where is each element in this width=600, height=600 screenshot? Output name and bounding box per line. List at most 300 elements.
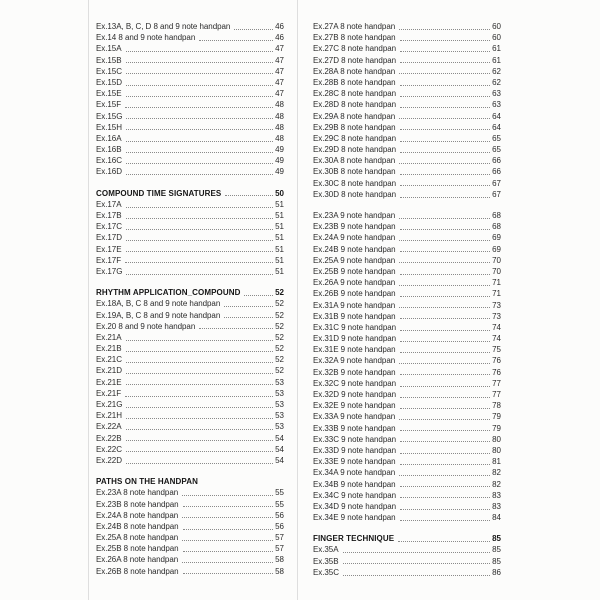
page-number: 56 <box>275 510 284 520</box>
leader-dots <box>400 333 490 342</box>
toc-entry <box>313 244 501 255</box>
toc-entry <box>96 133 284 144</box>
toc-entry <box>313 255 501 266</box>
toc-entry <box>96 298 284 309</box>
entry-label: Ex.15F <box>96 100 122 110</box>
page-number: 76 <box>492 367 501 377</box>
leader-dots <box>400 266 491 275</box>
page-number: 60 <box>492 22 501 31</box>
toc-entry <box>313 99 501 110</box>
toc-entry <box>313 32 501 43</box>
page-number: 47 <box>275 44 284 54</box>
page-number: 48 <box>275 122 284 132</box>
toc-entry <box>96 566 284 577</box>
leader-dots <box>400 479 491 488</box>
page-number: 52 <box>275 321 284 331</box>
toc-entry <box>96 232 284 243</box>
entry-label: Ex.23A 9 note handpan <box>313 211 396 220</box>
page-number: 62 <box>492 66 501 76</box>
entry-label: Ex.26B 8 note handpan <box>96 566 179 576</box>
page-number: 63 <box>492 89 501 99</box>
page-number: 52 <box>275 366 284 376</box>
entry-label: Ex.31C 9 note handpan <box>313 322 397 332</box>
entry-label: Ex.24B 8 note handpan <box>96 521 179 531</box>
leader-dots <box>126 410 273 419</box>
entry-label: Ex.21B <box>96 344 122 354</box>
leader-dots <box>126 43 274 52</box>
leader-dots <box>126 244 274 253</box>
leader-dots <box>183 543 274 552</box>
leader-dots <box>126 444 273 453</box>
leader-dots <box>126 88 274 97</box>
leader-dots <box>400 490 490 499</box>
page-number: 77 <box>492 378 501 388</box>
column-rule-left <box>88 0 89 600</box>
leader-dots <box>400 501 490 510</box>
toc-entry <box>96 343 284 354</box>
leader-dots <box>398 533 490 542</box>
leader-dots <box>399 21 490 30</box>
entry-label: Ex.19A, B, C 8 and 9 note handpan <box>96 310 221 320</box>
entry-label: Ex.27D 8 note handpan <box>313 55 397 65</box>
entry-label: Ex.26A 9 note handpan <box>313 278 396 288</box>
entry-label: Ex.17A <box>96 199 122 209</box>
leader-dots <box>400 400 491 409</box>
entry-label: Ex.27B 8 note handpan <box>313 33 396 43</box>
entry-label: Ex.17D <box>96 233 122 243</box>
leader-dots <box>244 287 273 296</box>
toc-entry <box>313 311 501 322</box>
toc-entry <box>96 21 284 32</box>
leader-dots <box>126 77 273 86</box>
entry-label: Ex.33A 9 note handpan <box>313 412 396 422</box>
leader-dots <box>199 32 273 41</box>
toc-entry <box>96 43 284 54</box>
page-number: 67 <box>492 178 501 188</box>
leader-dots <box>126 421 274 430</box>
page-number: 51 <box>275 266 284 276</box>
leader-dots <box>183 499 274 508</box>
entry-label: Ex.32D 9 note handpan <box>313 390 397 399</box>
toc-entry <box>313 88 501 99</box>
entry-label: Ex.31B 9 note handpan <box>313 311 396 321</box>
page-number: 48 <box>275 100 284 110</box>
toc-entry <box>96 310 284 321</box>
toc-entry <box>96 155 284 166</box>
entry-label: Ex.30C 8 note handpan <box>313 178 397 188</box>
page-number: 56 <box>275 521 284 531</box>
page-number: 86 <box>492 567 501 577</box>
page-number: 71 <box>492 289 501 299</box>
leader-dots <box>399 66 490 75</box>
leader-dots <box>400 88 490 97</box>
leader-dots <box>343 556 491 565</box>
entry-label: Ex.18A, B, C 8 and 9 note handpan <box>96 299 221 309</box>
page-number: 66 <box>492 167 501 177</box>
entry-label: Ex.30D 8 note handpan <box>313 189 397 199</box>
entry-label: Ex.24A 9 note handpan <box>313 233 396 243</box>
toc-entry <box>313 155 501 166</box>
toc-entry <box>96 510 284 521</box>
toc-entry <box>313 66 501 77</box>
leader-dots <box>126 343 274 352</box>
page-number: 53 <box>275 377 284 387</box>
entry-label: Ex.15H <box>96 122 122 132</box>
section-title: FINGER TECHNIQUE <box>313 534 395 544</box>
leader-dots <box>400 311 491 320</box>
page-number: 83 <box>492 501 501 511</box>
toc-entry <box>313 411 501 422</box>
page-number: 68 <box>492 222 501 232</box>
leader-dots <box>400 378 490 387</box>
page-number: 70 <box>492 266 501 276</box>
page-number: 46 <box>275 33 284 43</box>
entry-label: Ex.21C <box>96 355 122 365</box>
section-title: PATHS ON THE HANDPAN <box>96 477 198 487</box>
toc-entry <box>96 532 284 543</box>
leader-dots <box>400 322 490 331</box>
page-number: 49 <box>275 145 284 155</box>
entry-label: Ex.15C <box>96 66 122 76</box>
entry-label: Ex.16B <box>96 145 122 155</box>
toc-entry <box>313 122 501 133</box>
page-number: 77 <box>492 390 501 399</box>
page-number: 47 <box>275 55 284 65</box>
toc-section <box>313 210 501 523</box>
entry-label: Ex.32E 9 note handpan <box>313 401 396 411</box>
page-number: 57 <box>275 533 284 543</box>
entry-label: Ex.27A 8 note handpan <box>313 22 396 31</box>
entry-label: Ex.24B 9 note handpan <box>313 244 396 254</box>
leader-dots <box>400 43 490 52</box>
toc-entry <box>96 255 284 266</box>
leader-dots <box>126 365 273 374</box>
page-number: 52 <box>275 310 284 320</box>
page-number: 53 <box>275 388 284 398</box>
leader-dots <box>400 166 491 175</box>
leader-dots <box>400 288 491 297</box>
toc-section <box>96 21 284 178</box>
toc-entry <box>96 365 284 376</box>
toc-entry <box>313 322 501 333</box>
toc-entry <box>96 554 284 565</box>
page-number: 53 <box>275 400 284 409</box>
toc-entry <box>313 378 501 389</box>
entry-label: Ex.22A <box>96 422 122 432</box>
leader-dots <box>400 344 491 353</box>
toc-entry <box>96 433 284 444</box>
page-number: 60 <box>492 33 501 43</box>
leader-dots <box>399 155 490 164</box>
page-number: 65 <box>492 133 501 143</box>
page-number: 51 <box>275 244 284 254</box>
toc-entry <box>313 21 501 32</box>
leader-dots <box>399 111 490 120</box>
leader-dots <box>400 244 491 253</box>
leader-dots <box>183 566 274 575</box>
page-number: 69 <box>492 233 501 243</box>
toc-entry <box>313 544 501 555</box>
leader-dots <box>224 298 273 307</box>
entry-label: Ex.26A 8 note handpan <box>96 555 179 565</box>
page-number: 64 <box>492 122 501 132</box>
toc-entry <box>313 512 501 523</box>
entry-label: Ex.35B <box>313 556 339 566</box>
toc-entry <box>313 490 501 501</box>
toc-entry <box>313 43 501 54</box>
leader-dots <box>399 300 490 309</box>
leader-dots <box>400 99 490 108</box>
toc-entry <box>96 199 284 210</box>
entry-label: Ex.32B 9 note handpan <box>313 367 396 377</box>
page-number: 71 <box>492 278 501 288</box>
leader-dots <box>400 445 490 454</box>
entry-label: Ex.20 8 and 9 note handpan <box>96 321 196 331</box>
leader-dots <box>126 221 273 230</box>
toc-entry <box>96 521 284 532</box>
leader-dots <box>400 189 490 198</box>
leader-dots <box>126 232 273 241</box>
toc-section-heading <box>96 476 284 487</box>
toc-entry <box>96 499 284 510</box>
entry-label: Ex.17B <box>96 211 122 220</box>
toc-entry <box>313 111 501 122</box>
page-number: 85 <box>492 556 501 566</box>
leader-dots <box>224 310 273 319</box>
leader-dots <box>399 355 490 364</box>
toc-entry <box>96 55 284 66</box>
page-number: 48 <box>275 111 284 121</box>
leader-dots <box>126 399 273 408</box>
page-number: 52 <box>275 288 284 298</box>
leader-dots <box>182 510 273 519</box>
toc-entry <box>313 467 501 478</box>
toc-entry <box>313 288 501 299</box>
page-number: 55 <box>275 499 284 509</box>
page-number: 85 <box>492 534 501 544</box>
leader-dots <box>225 188 273 197</box>
toc-entry <box>96 122 284 133</box>
toc-entry <box>313 567 501 578</box>
section-title: COMPOUND TIME SIGNATURES <box>96 188 222 198</box>
page-number: 61 <box>492 44 501 54</box>
toc-entry <box>313 501 501 512</box>
toc-entry <box>313 232 501 243</box>
toc-entry <box>313 456 501 467</box>
entry-label: Ex.22D <box>96 455 122 465</box>
toc-section <box>313 533 501 578</box>
entry-label: Ex.23B 8 note handpan <box>96 499 179 509</box>
leader-dots <box>126 111 273 120</box>
page-number: 57 <box>275 544 284 554</box>
toc-section <box>96 287 284 466</box>
leader-dots <box>126 433 274 442</box>
page-number: 69 <box>492 244 501 254</box>
toc-entry <box>96 354 284 365</box>
leader-dots <box>126 332 274 341</box>
entry-label: Ex.15D <box>96 77 122 87</box>
entry-label: Ex.21E <box>96 377 122 387</box>
leader-dots <box>400 178 490 187</box>
leader-dots <box>400 367 491 376</box>
entry-label: Ex.17F <box>96 255 122 265</box>
leader-dots <box>125 388 273 397</box>
leader-dots <box>400 456 491 465</box>
leader-dots <box>182 487 273 496</box>
leader-dots <box>126 210 274 219</box>
toc-entry <box>313 556 501 567</box>
entry-label: Ex.31E 9 note handpan <box>313 345 396 355</box>
page-number: 62 <box>492 77 501 87</box>
toc-entry <box>96 266 284 277</box>
page-number: 51 <box>275 255 284 265</box>
toc-section-heading <box>96 188 284 199</box>
toc-entry <box>96 455 284 466</box>
entry-label: Ex.32C 9 note handpan <box>313 378 397 388</box>
leader-dots <box>400 144 490 153</box>
leader-dots <box>126 122 273 131</box>
page-number: 68 <box>492 211 501 220</box>
leader-dots <box>126 455 273 464</box>
entry-label: Ex.21G <box>96 400 123 409</box>
page-number: 54 <box>275 455 284 465</box>
entry-label: Ex.16A <box>96 133 122 143</box>
entry-label: Ex.34A 9 note handpan <box>313 468 396 478</box>
toc-entry <box>96 32 284 43</box>
leader-dots <box>125 99 273 108</box>
page-number: 51 <box>275 233 284 243</box>
page-number: 73 <box>492 311 501 321</box>
leader-dots <box>399 255 490 264</box>
page-number: 82 <box>492 468 501 478</box>
leader-dots <box>343 544 491 553</box>
page-number: 80 <box>492 434 501 444</box>
toc-entry <box>96 388 284 399</box>
leader-dots <box>126 166 273 175</box>
entry-label: Ex.35A <box>313 545 339 555</box>
entry-label: Ex.21D <box>96 366 122 376</box>
page-number: 79 <box>492 423 501 433</box>
entry-label: Ex.25A 8 note handpan <box>96 533 179 543</box>
entry-label: Ex.26B 9 note handpan <box>313 289 396 299</box>
page-number: 51 <box>275 222 284 232</box>
leader-dots <box>400 77 491 86</box>
leader-dots <box>400 434 490 443</box>
page-number: 47 <box>275 77 284 87</box>
toc-entry <box>313 400 501 411</box>
toc-section-heading <box>313 533 501 544</box>
toc-entry <box>313 189 501 200</box>
entry-label: Ex.31D 9 note handpan <box>313 334 397 344</box>
entry-label: Ex.33C 9 note handpan <box>313 434 397 444</box>
page-number: 84 <box>492 513 501 523</box>
toc-entry <box>313 266 501 277</box>
page-number: 51 <box>275 211 284 220</box>
toc-entry <box>313 445 501 456</box>
entry-label: Ex.21F <box>96 388 122 398</box>
page-number: 49 <box>275 167 284 177</box>
entry-label: Ex.16D <box>96 167 122 177</box>
page-number: 47 <box>275 89 284 99</box>
toc-entry <box>96 244 284 255</box>
leader-dots <box>182 532 273 541</box>
entry-label: Ex.15G <box>96 111 123 121</box>
toc-column-right <box>313 21 501 578</box>
toc-section <box>96 476 284 577</box>
entry-label: Ex.13A, B, C, D 8 and 9 note handpan <box>96 22 231 31</box>
leader-dots <box>183 521 274 530</box>
entry-label: Ex.28A 8 note handpan <box>313 66 396 76</box>
entry-label: Ex.32A 9 note handpan <box>313 356 396 366</box>
leader-dots <box>126 55 274 64</box>
leader-dots <box>343 567 490 576</box>
page-number: 64 <box>492 111 501 121</box>
toc-entry <box>313 166 501 177</box>
page-number: 46 <box>275 22 284 31</box>
entry-label: Ex.33D 9 note handpan <box>313 445 397 455</box>
page-number: 54 <box>275 444 284 454</box>
toc-entry <box>96 332 284 343</box>
entry-label: Ex.17E <box>96 244 122 254</box>
toc-entry <box>313 178 501 189</box>
leader-dots <box>126 377 274 386</box>
page-number: 55 <box>275 488 284 498</box>
entry-label: Ex.15B <box>96 55 122 65</box>
leader-dots <box>125 255 273 264</box>
page-number: 70 <box>492 255 501 265</box>
entry-label: Ex.21A <box>96 332 122 342</box>
page-number: 50 <box>275 188 284 198</box>
page-number: 66 <box>492 156 501 166</box>
leader-dots <box>400 512 491 521</box>
toc-entry <box>96 99 284 110</box>
leader-dots <box>400 133 490 142</box>
leader-dots <box>182 554 273 563</box>
entry-label: Ex.29D 8 note handpan <box>313 145 397 155</box>
toc-entry <box>313 210 501 221</box>
leader-dots <box>399 277 490 286</box>
page-number: 49 <box>275 156 284 166</box>
section-title: RHYTHM APPLICATION_COMPOUND <box>96 288 241 298</box>
toc-entry <box>313 355 501 366</box>
page-number: 53 <box>275 411 284 421</box>
page-number: 52 <box>275 332 284 342</box>
page-number: 48 <box>275 133 284 143</box>
entry-label: Ex.28C 8 note handpan <box>313 89 397 99</box>
page-number: 61 <box>492 55 501 65</box>
leader-dots <box>126 66 273 75</box>
toc-entry <box>96 166 284 177</box>
toc-entry <box>96 144 284 155</box>
page-number: 52 <box>275 299 284 309</box>
page-number: 52 <box>275 355 284 365</box>
toc-entry <box>96 487 284 498</box>
toc-entry <box>313 479 501 490</box>
toc-entry <box>313 367 501 378</box>
entry-label: Ex.23A 8 note handpan <box>96 488 179 498</box>
entry-label: Ex.29B 8 note handpan <box>313 122 396 132</box>
leader-dots <box>400 389 490 398</box>
page-number: 74 <box>492 322 501 332</box>
toc-entry <box>96 77 284 88</box>
toc-entry <box>96 543 284 554</box>
leader-dots <box>126 266 273 275</box>
page-number: 53 <box>275 422 284 432</box>
entry-label: Ex.28B 8 note handpan <box>313 77 396 87</box>
toc-entry <box>96 221 284 232</box>
entry-label: Ex.34B 9 note handpan <box>313 479 396 489</box>
page-number: 78 <box>492 401 501 411</box>
